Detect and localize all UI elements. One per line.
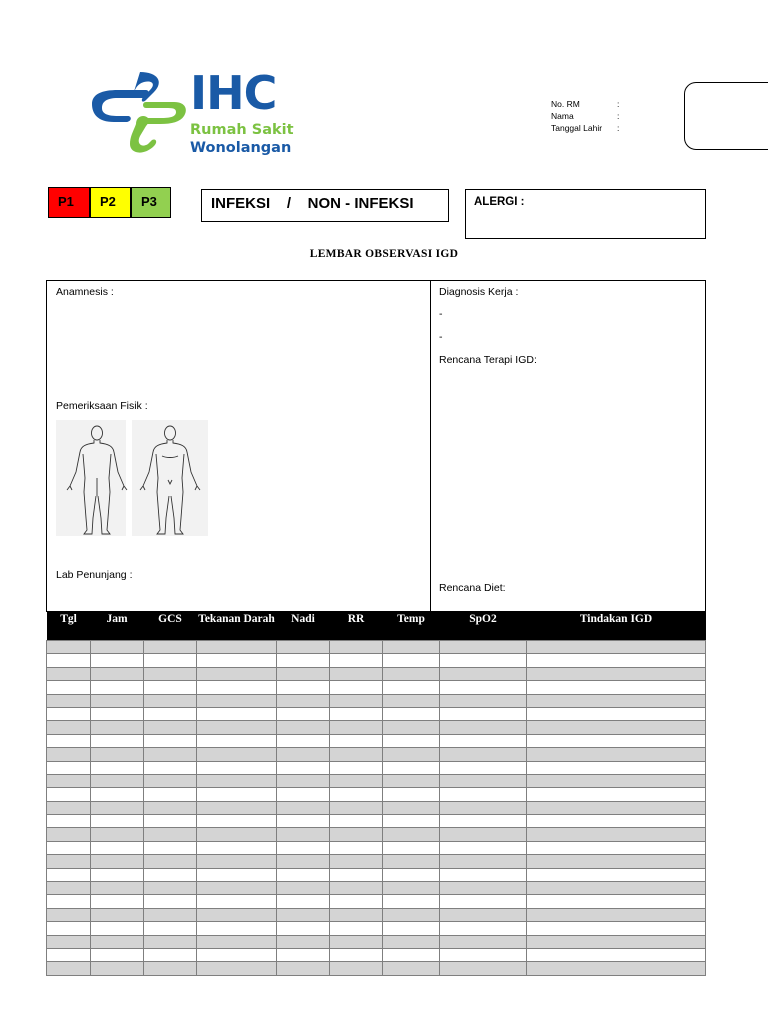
table-cell[interactable] — [277, 788, 330, 801]
table-cell[interactable] — [144, 922, 197, 935]
logo-brand-text: IHC — [190, 66, 277, 120]
table-cell[interactable] — [197, 935, 277, 948]
table-cell[interactable] — [47, 935, 91, 948]
no-rm-label: No. RM — [551, 99, 580, 109]
table-cell[interactable] — [440, 855, 527, 868]
table-cell[interactable] — [383, 654, 440, 667]
table-cell[interactable] — [144, 788, 197, 801]
table-cell[interactable] — [144, 707, 197, 720]
table-cell[interactable] — [197, 667, 277, 680]
header-gcs: GCS — [144, 612, 197, 641]
table-cell[interactable] — [91, 841, 144, 854]
logo-line2: Wonolangan — [190, 140, 292, 156]
table-cell[interactable] — [527, 948, 706, 961]
table-cell[interactable] — [277, 962, 330, 975]
table-cell[interactable] — [330, 841, 383, 854]
table-cell[interactable] — [383, 882, 440, 895]
table-cell[interactable] — [440, 882, 527, 895]
table-cell[interactable] — [144, 667, 197, 680]
table-cell[interactable] — [47, 882, 91, 895]
table-cell[interactable] — [277, 801, 330, 814]
hospital-logo — [88, 66, 303, 158]
table-cell[interactable] — [527, 841, 706, 854]
table-cell[interactable] — [330, 895, 383, 908]
table-cell[interactable] — [527, 761, 706, 774]
table-cell[interactable] — [277, 734, 330, 747]
table-cell[interactable] — [277, 694, 330, 707]
patient-tanggal-lahir — [551, 123, 620, 133]
table-cell[interactable] — [440, 868, 527, 881]
table-row — [47, 641, 706, 654]
table-cell[interactable] — [144, 748, 197, 761]
table-row — [47, 788, 706, 801]
table-cell[interactable] — [197, 641, 277, 654]
table-cell[interactable] — [91, 694, 144, 707]
table-cell[interactable] — [197, 654, 277, 667]
patient-nama — [551, 111, 620, 121]
table-row — [47, 721, 706, 734]
table-cell[interactable] — [277, 681, 330, 694]
header-spo2: SpO2 — [440, 612, 527, 641]
table-cell[interactable] — [197, 748, 277, 761]
table-cell[interactable] — [440, 707, 527, 720]
table-cell[interactable] — [527, 801, 706, 814]
table-cell[interactable] — [383, 801, 440, 814]
table-cell[interactable] — [527, 868, 706, 881]
table-cell[interactable] — [47, 801, 91, 814]
table-row — [47, 868, 706, 881]
table-cell[interactable] — [527, 935, 706, 948]
table-cell[interactable] — [527, 908, 706, 921]
table-cell[interactable] — [47, 667, 91, 680]
diet-plan-label: Rencana Diet: — [439, 582, 506, 594]
table-row — [47, 815, 706, 828]
table-cell[interactable] — [440, 828, 527, 841]
table-row — [47, 667, 706, 680]
table-cell[interactable] — [47, 855, 91, 868]
table-cell[interactable] — [527, 828, 706, 841]
diagnosis-dash-1: - — [439, 308, 443, 320]
table-cell[interactable] — [527, 788, 706, 801]
clinical-notes-divider — [430, 280, 431, 612]
table-cell[interactable] — [197, 855, 277, 868]
table-cell[interactable] — [383, 935, 440, 948]
table-cell[interactable] — [197, 681, 277, 694]
table-cell[interactable] — [47, 681, 91, 694]
table-cell[interactable] — [527, 707, 706, 720]
table-cell[interactable] — [330, 935, 383, 948]
diagnosis-dash-2: - — [439, 331, 443, 343]
table-cell[interactable] — [144, 828, 197, 841]
table-cell[interactable] — [330, 788, 383, 801]
table-cell[interactable] — [91, 828, 144, 841]
table-cell[interactable] — [277, 841, 330, 854]
table-cell[interactable] — [383, 922, 440, 935]
table-cell[interactable] — [330, 948, 383, 961]
table-cell[interactable] — [91, 774, 144, 787]
nama-colon: : — [617, 111, 620, 121]
table-header-row — [47, 612, 706, 641]
table-cell[interactable] — [91, 721, 144, 734]
patient-sticker-box — [684, 82, 768, 150]
table-cell[interactable] — [330, 761, 383, 774]
table-cell[interactable] — [144, 815, 197, 828]
table-cell[interactable] — [91, 962, 144, 975]
table-cell[interactable] — [91, 868, 144, 881]
table-cell[interactable] — [383, 948, 440, 961]
observation-table — [46, 612, 706, 976]
table-cell[interactable] — [197, 962, 277, 975]
table-cell[interactable] — [440, 734, 527, 747]
table-cell[interactable] — [440, 948, 527, 961]
table-cell[interactable] — [330, 774, 383, 787]
table-cell[interactable] — [383, 815, 440, 828]
table-cell[interactable] — [277, 815, 330, 828]
table-cell[interactable] — [91, 855, 144, 868]
table-cell[interactable] — [277, 761, 330, 774]
table-cell[interactable] — [144, 895, 197, 908]
table-cell[interactable] — [440, 654, 527, 667]
table-cell[interactable] — [47, 654, 91, 667]
table-cell[interactable] — [197, 908, 277, 921]
table-cell[interactable] — [47, 895, 91, 908]
table-cell[interactable] — [91, 935, 144, 948]
table-cell[interactable] — [330, 828, 383, 841]
table-cell[interactable] — [383, 681, 440, 694]
table-cell[interactable] — [91, 815, 144, 828]
triage-p3[interactable]: P3 — [131, 187, 171, 218]
table-cell[interactable] — [144, 641, 197, 654]
table-cell[interactable] — [91, 801, 144, 814]
tanggal-lahir-colon: : — [617, 123, 620, 133]
table-cell[interactable] — [277, 855, 330, 868]
header-tindakan: Tindakan IGD — [527, 612, 706, 641]
table-cell[interactable] — [527, 721, 706, 734]
table-cell[interactable] — [277, 922, 330, 935]
table-row — [47, 828, 706, 841]
table-cell[interactable] — [47, 788, 91, 801]
table-row — [47, 882, 706, 895]
table-cell[interactable] — [277, 908, 330, 921]
table-cell[interactable] — [47, 721, 91, 734]
table-cell[interactable] — [197, 707, 277, 720]
table-cell[interactable] — [277, 828, 330, 841]
table-cell[interactable] — [47, 707, 91, 720]
table-cell[interactable] — [277, 721, 330, 734]
table-cell[interactable] — [47, 734, 91, 747]
table-cell[interactable] — [197, 948, 277, 961]
table-cell[interactable] — [277, 641, 330, 654]
header-jam: Jam — [91, 612, 144, 641]
table-cell[interactable] — [197, 694, 277, 707]
header-tgl: Tgl — [47, 612, 91, 641]
document-title: LEMBAR OBSERVASI IGD — [309, 248, 459, 260]
table-cell[interactable] — [47, 908, 91, 921]
triage-p2[interactable]: P2 — [90, 187, 131, 218]
table-row — [47, 654, 706, 667]
table-cell[interactable] — [197, 868, 277, 881]
table-cell[interactable] — [383, 774, 440, 787]
table-cell[interactable] — [91, 882, 144, 895]
table-cell[interactable] — [91, 734, 144, 747]
table-row — [47, 761, 706, 774]
table-cell[interactable] — [144, 935, 197, 948]
table-row — [47, 895, 706, 908]
table-cell[interactable] — [440, 748, 527, 761]
table-cell[interactable] — [91, 681, 144, 694]
table-cell[interactable] — [47, 641, 91, 654]
logo-line1: Rumah Sakit — [190, 122, 294, 138]
table-cell[interactable] — [527, 962, 706, 975]
allergy-box[interactable]: ALERGI : — [465, 189, 706, 239]
header-tekanan-darah: Tekanan Darah — [197, 612, 277, 641]
table-cell[interactable] — [527, 922, 706, 935]
table-cell[interactable] — [197, 761, 277, 774]
anamnesis-label: Anamnesis : — [56, 286, 114, 298]
table-cell[interactable] — [383, 721, 440, 734]
table-cell[interactable] — [144, 721, 197, 734]
table-cell[interactable] — [440, 721, 527, 734]
table-cell[interactable] — [330, 694, 383, 707]
table-cell[interactable] — [277, 868, 330, 881]
table-cell[interactable] — [383, 694, 440, 707]
table-row — [47, 908, 706, 921]
table-cell[interactable] — [330, 868, 383, 881]
header-nadi: Nadi — [277, 612, 330, 641]
table-cell[interactable] — [330, 748, 383, 761]
table-cell[interactable] — [383, 667, 440, 680]
table-cell[interactable] — [197, 895, 277, 908]
table-cell[interactable] — [197, 828, 277, 841]
table-cell[interactable] — [144, 734, 197, 747]
table-cell[interactable] — [277, 667, 330, 680]
table-cell[interactable] — [440, 935, 527, 948]
table-row — [47, 922, 706, 935]
table-cell[interactable] — [527, 694, 706, 707]
table-cell[interactable] — [197, 882, 277, 895]
table-cell[interactable] — [440, 908, 527, 921]
table-cell[interactable] — [277, 882, 330, 895]
table-cell[interactable] — [197, 788, 277, 801]
table-cell[interactable] — [440, 774, 527, 787]
table-cell[interactable] — [144, 694, 197, 707]
table-cell[interactable] — [383, 707, 440, 720]
table-cell[interactable] — [383, 748, 440, 761]
nama-label: Nama — [551, 111, 574, 121]
observation-table-body — [47, 641, 706, 976]
table-row — [47, 681, 706, 694]
table-cell[interactable] — [47, 922, 91, 935]
table-cell[interactable] — [527, 734, 706, 747]
table-cell[interactable] — [527, 641, 706, 654]
table-cell[interactable] — [144, 801, 197, 814]
table-cell[interactable] — [440, 801, 527, 814]
table-cell[interactable] — [47, 815, 91, 828]
table-cell[interactable] — [277, 774, 330, 787]
table-cell[interactable] — [47, 948, 91, 961]
table-cell[interactable] — [330, 654, 383, 667]
table-cell[interactable] — [144, 948, 197, 961]
cross-leaf-icon — [88, 70, 188, 158]
table-cell[interactable] — [197, 774, 277, 787]
table-row — [47, 774, 706, 787]
table-row — [47, 962, 706, 975]
table-row — [47, 734, 706, 747]
table-cell[interactable] — [47, 828, 91, 841]
header-temp: Temp — [383, 612, 440, 641]
table-cell[interactable] — [527, 855, 706, 868]
table-cell[interactable] — [91, 922, 144, 935]
table-row — [47, 748, 706, 761]
infection-status-box[interactable]: INFEKSI / NON - INFEKSI — [201, 189, 449, 222]
table-cell[interactable] — [383, 962, 440, 975]
table-cell[interactable] — [440, 788, 527, 801]
diagnosis-label: Diagnosis Kerja : — [439, 286, 519, 298]
table-cell[interactable] — [527, 654, 706, 667]
table-cell[interactable] — [330, 815, 383, 828]
table-cell[interactable] — [144, 761, 197, 774]
triage-p1[interactable]: P1 — [48, 187, 90, 218]
table-cell[interactable] — [277, 895, 330, 908]
table-cell[interactable] — [277, 748, 330, 761]
table-cell[interactable] — [277, 654, 330, 667]
table-cell[interactable] — [383, 761, 440, 774]
table-cell[interactable] — [144, 868, 197, 881]
table-cell[interactable] — [383, 828, 440, 841]
table-cell[interactable] — [47, 694, 91, 707]
table-cell[interactable] — [440, 922, 527, 935]
table-cell[interactable] — [277, 948, 330, 961]
table-cell[interactable] — [330, 667, 383, 680]
table-cell[interactable] — [144, 681, 197, 694]
table-cell[interactable] — [91, 908, 144, 921]
therapy-plan-label: Rencana Terapi IGD: — [439, 354, 537, 366]
table-cell[interactable] — [91, 948, 144, 961]
table-cell[interactable] — [47, 868, 91, 881]
table-cell[interactable] — [527, 667, 706, 680]
table-cell[interactable] — [91, 667, 144, 680]
table-cell[interactable] — [91, 761, 144, 774]
table-cell[interactable] — [144, 855, 197, 868]
table-cell[interactable] — [383, 868, 440, 881]
table-cell[interactable] — [91, 654, 144, 667]
table-cell[interactable] — [47, 774, 91, 787]
physical-exam-label: Pemeriksaan Fisik : — [56, 400, 148, 412]
table-cell[interactable] — [527, 681, 706, 694]
table-cell[interactable] — [91, 707, 144, 720]
table-cell[interactable] — [144, 841, 197, 854]
table-cell[interactable] — [440, 815, 527, 828]
table-cell[interactable] — [383, 788, 440, 801]
table-row — [47, 948, 706, 961]
table-cell[interactable] — [144, 774, 197, 787]
table-cell[interactable] — [330, 922, 383, 935]
table-cell[interactable] — [383, 841, 440, 854]
table-cell[interactable] — [383, 641, 440, 654]
table-cell[interactable] — [330, 707, 383, 720]
table-row — [47, 855, 706, 868]
table-cell[interactable] — [440, 667, 527, 680]
table-cell[interactable] — [144, 908, 197, 921]
table-cell[interactable] — [144, 962, 197, 975]
table-cell[interactable] — [527, 882, 706, 895]
table-cell[interactable] — [330, 721, 383, 734]
table-cell[interactable] — [197, 841, 277, 854]
table-cell[interactable] — [330, 882, 383, 895]
table-cell[interactable] — [47, 748, 91, 761]
table-cell[interactable] — [440, 962, 527, 975]
table-cell[interactable] — [197, 734, 277, 747]
table-cell[interactable] — [527, 895, 706, 908]
table-cell[interactable] — [47, 761, 91, 774]
table-cell[interactable] — [527, 748, 706, 761]
header-rr: RR — [330, 612, 383, 641]
lab-label: Lab Penunjang : — [56, 569, 133, 581]
table-cell[interactable] — [197, 815, 277, 828]
table-cell[interactable] — [527, 815, 706, 828]
table-cell[interactable] — [383, 734, 440, 747]
table-cell[interactable] — [440, 841, 527, 854]
table-cell[interactable] — [440, 895, 527, 908]
table-cell[interactable] — [144, 654, 197, 667]
tanggal-lahir-label: Tanggal Lahir — [551, 123, 603, 133]
table-cell[interactable] — [330, 855, 383, 868]
table-row — [47, 801, 706, 814]
table-cell[interactable] — [144, 882, 197, 895]
table-cell[interactable] — [383, 908, 440, 921]
table-cell[interactable] — [91, 748, 144, 761]
no-rm-colon: : — [617, 99, 620, 109]
table-cell[interactable] — [440, 641, 527, 654]
table-cell[interactable] — [330, 641, 383, 654]
table-cell[interactable] — [440, 694, 527, 707]
table-row — [47, 841, 706, 854]
table-cell[interactable] — [197, 922, 277, 935]
body-diagram-icon — [56, 420, 208, 536]
table-cell[interactable] — [330, 734, 383, 747]
table-cell[interactable] — [383, 855, 440, 868]
patient-no-rm — [551, 99, 620, 109]
table-cell[interactable] — [440, 681, 527, 694]
table-row — [47, 707, 706, 720]
table-cell[interactable] — [277, 935, 330, 948]
table-cell[interactable] — [330, 681, 383, 694]
table-row — [47, 694, 706, 707]
table-cell[interactable] — [47, 841, 91, 854]
table-cell[interactable] — [47, 962, 91, 975]
table-cell[interactable] — [527, 774, 706, 787]
table-cell[interactable] — [330, 908, 383, 921]
table-cell[interactable] — [197, 721, 277, 734]
table-cell[interactable] — [330, 801, 383, 814]
table-cell[interactable] — [91, 788, 144, 801]
table-cell[interactable] — [91, 641, 144, 654]
table-cell[interactable] — [197, 801, 277, 814]
table-cell[interactable] — [383, 895, 440, 908]
table-cell[interactable] — [277, 707, 330, 720]
table-cell[interactable] — [91, 895, 144, 908]
table-cell[interactable] — [330, 962, 383, 975]
table-cell[interactable] — [440, 761, 527, 774]
table-row — [47, 935, 706, 948]
